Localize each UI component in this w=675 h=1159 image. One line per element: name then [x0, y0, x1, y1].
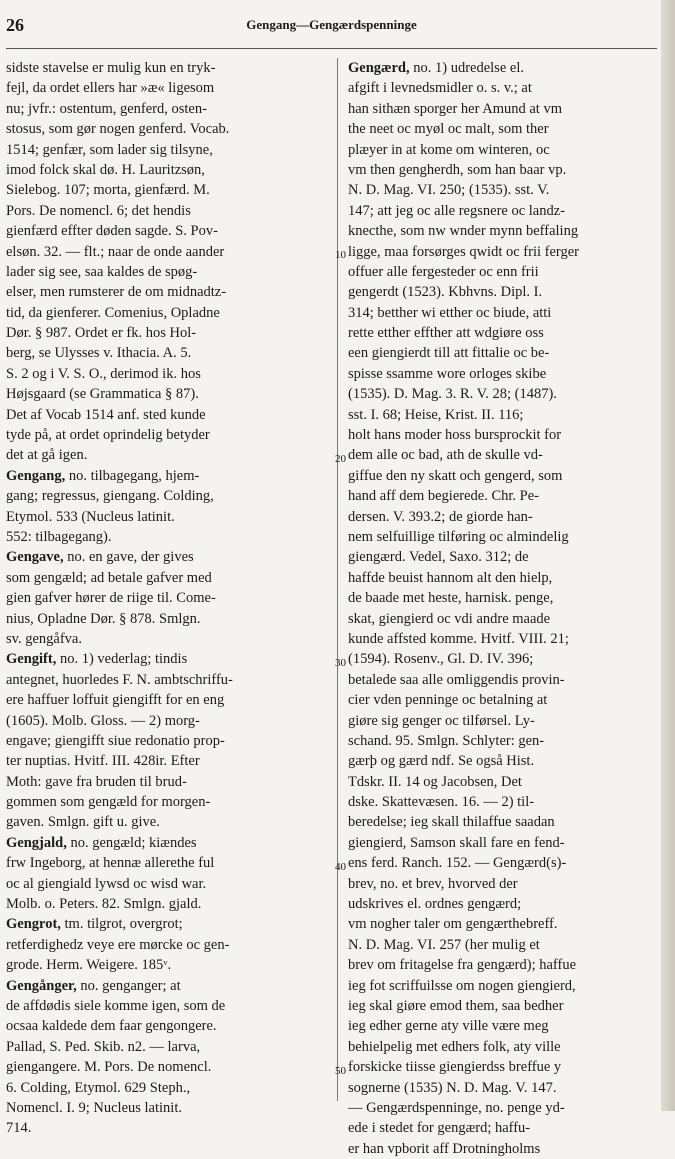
text-line: giffue den ny skatt och gengerd, som	[348, 467, 563, 484]
text-line: nius, Opladne Dør. § 878. Smlgn.	[6, 610, 201, 627]
header-rule	[6, 48, 657, 49]
text-line: the neet oc myøl oc malt, som ther	[348, 121, 549, 138]
text-line: sv. gengåfva.	[6, 630, 82, 647]
text-line: Gengjald, no. gengæld; kiændes	[6, 834, 197, 851]
text-line: dem alle oc bad, ath de skulle vd-	[348, 447, 543, 464]
text-line: lader sig see, saa kaldes de spøg-	[6, 263, 198, 280]
line-number: 50	[335, 1064, 346, 1077]
line-number: 40	[335, 860, 346, 873]
text-line: (1605). Molb. Gloss. — 2) morg-	[6, 712, 200, 729]
text-line: gien gafver hører de riige til. Come-	[6, 590, 216, 607]
text-line: er han vpborit aff Drotningholms	[348, 1140, 541, 1157]
text-line: vm then gengherdh, som han baar vp.	[348, 161, 567, 178]
text-line: sognerne (1535) N. D. Mag. V. 147.	[348, 1079, 557, 1096]
text-line: tid, da gienferer. Comenius, Opladne	[6, 304, 220, 321]
text-line: (1535). D. Mag. 3. R. V. 28; (1487).	[348, 386, 557, 403]
text-line: offuer alle fergesteder oc enn frii	[348, 263, 539, 280]
text-line: dske. Skattevæsen. 16. — 2) til-	[348, 794, 535, 811]
text-line: brev, no. et brev, hvorved der	[348, 875, 518, 892]
text-line: ieg edher gerne aty ville være meg	[348, 1018, 549, 1035]
text-line: Sielebog. 107; morta, gienfærd. M.	[6, 182, 210, 199]
text-line: elsøn. 32. — flt.; naar de onde aander	[6, 243, 225, 260]
text-line: forskicke tiisse giengierdss breffue y	[348, 1059, 562, 1076]
text-line: hand aff dem begierede. Chr. Pe-	[348, 488, 539, 505]
text-line: imod folck skal dø. H. Lauritzsøn,	[6, 161, 205, 178]
text-line: berg, se Ulysses v. Ithacia. A. 5.	[6, 345, 192, 362]
text-line: S. 2 og i V. S. O., derimod ik. hos	[6, 365, 201, 382]
page-header	[6, 12, 657, 38]
text-line: antegnet, huorledes F. N. ambtschriffu-	[6, 671, 233, 688]
column-divider	[337, 58, 338, 1101]
text-line: knecthe, som nw wnder mynn beffaling	[348, 223, 579, 240]
text-line: nu; jvfr.: ostentum, genferd, osten-	[6, 100, 207, 117]
text-line: frw Ingeborg, at hennæ allerethe ful	[6, 855, 215, 872]
text-line: ocsaa kaldede dem faar gengongere.	[6, 1018, 217, 1035]
text-line: som gengæld; ad betale gafver med	[6, 569, 212, 586]
text-line: giengierd, Samson skall fare en fend-	[348, 834, 565, 851]
text-line: haffde beuist hannom alt den hielp,	[348, 569, 553, 586]
text-line: gærþ og gærd ndf. Se også Hist.	[348, 753, 535, 770]
text-line: gienfærd effter døden sagde. S. Pov-	[6, 223, 218, 240]
text-line: vm nogher taler om gengærthebreff.	[348, 916, 558, 933]
text-line: nem selfuillige tilføring oc almindelig	[348, 528, 569, 545]
text-line: Molb. o. Peters. 82. Smlgn. gjald.	[6, 896, 202, 913]
text-line: 147; att jeg oc alle regsnere oc landz-	[348, 202, 565, 219]
text-line: ens ferd. Ranch. 152. — Gengærd(s)-	[348, 855, 567, 872]
line-number: 10	[335, 248, 346, 261]
text-line: schand. 95. Smlgn. Schlyter: gen-	[348, 732, 545, 749]
text-line: spisse ssamme wore orloges skibe	[348, 365, 547, 382]
text-line: oc al giengiald lywsd oc wisd war.	[6, 875, 207, 892]
text-line: een giengierdt till att fittalie oc be-	[348, 345, 550, 362]
text-line: sst. I. 68; Heise, Krist. II. 116;	[348, 406, 524, 423]
text-line: tyde på, at ordet oprindelig betyder	[6, 427, 210, 444]
text-line: han sithæn sporger her Amund at vm	[348, 100, 562, 117]
text-line: Gengrot, tm. tilgrot, overgrot;	[6, 916, 183, 933]
text-line: ieg skal giøre emod them, saa bedher	[348, 997, 564, 1014]
text-line: afgift i levnedsmidler o. s. v.; at	[348, 80, 532, 97]
text-line: N. D. Mag. VI. 250; (1535). sst. V.	[348, 182, 550, 199]
text-line: cier vden penninge oc betalning at	[348, 692, 548, 709]
text-line: 1514; genfær, som lader sig tilsyne,	[6, 141, 213, 158]
text-line: gengerdt (1523). Kbhvns. Dipl. I.	[348, 284, 543, 301]
text-line: Gengærd, no. 1) udredelse el.	[348, 60, 524, 76]
text-line: Moth: gave fra bruden til brud-	[6, 773, 187, 790]
text-line: holt hans moder hoss bursprockit for	[348, 427, 562, 444]
text-line: 552: tilbagegang).	[6, 528, 112, 545]
text-line: kunde affsted komme. Hvitf. VIII. 21;	[348, 630, 569, 647]
left-column	[6, 58, 328, 1139]
text-line: plæyer in at kome om winteren, oc	[348, 141, 550, 158]
text-line: Etymol. 533 (Nucleus latinit.	[6, 508, 175, 525]
text-line: det at gå igen.	[6, 447, 88, 464]
text-line: Pallad, S. Ped. Skib. n2. — larva,	[6, 1038, 201, 1055]
text-line: Nomencl. I. 9; Nucleus latinit.	[6, 1099, 182, 1116]
text-line: ede i stedet for gengærd; haffu-	[348, 1120, 531, 1137]
text-line: rette etther effther att wdgiøre oss	[348, 325, 544, 342]
text-line: betalede saa alle omliggendis provin-	[348, 671, 565, 688]
text-line: 314; betther wi etther oc biude, atti	[348, 304, 552, 321]
text-line: 6. Colding, Etymol. 629 Steph.,	[6, 1079, 191, 1096]
text-line: engave; giengifft siue redonatio prop-	[6, 732, 225, 749]
text-line: Det af Vocab 1514 anf. sted kunde	[6, 406, 206, 423]
text-line: N. D. Mag. VI. 257 (her mulig et	[348, 936, 540, 953]
text-line: de affdødis siele komme igen, som de	[6, 997, 226, 1014]
text-line: sidste stavelse er mulig kun en tryk-	[6, 60, 216, 76]
text-line: Højsgaard (se Grammatica § 87).	[6, 386, 199, 403]
page-edge-shadow	[661, 0, 675, 1111]
text-line: behielpelig met edhers folk, aty ville	[348, 1038, 561, 1055]
running-head: Gengang—Gengærdspenninge	[246, 17, 417, 32]
right-column	[335, 58, 660, 1159]
text-line: 714.	[6, 1120, 32, 1137]
text-line: Dør. § 987. Ordet er fk. hos Hol-	[6, 325, 197, 342]
text-line: grode. Herm. Weigere. 185ᵛ.	[6, 957, 172, 974]
text-line: udskrives el. ordnes gengærd;	[348, 896, 522, 913]
text-line: gang; regressus, giengang. Colding,	[6, 488, 214, 505]
text-line: Pors. De nomencl. 6; det hendis	[6, 202, 191, 219]
text-line: giengærd. Vedel, Saxo. 312; de	[348, 549, 529, 566]
text-line: de baade met heste, harnisk. penge,	[348, 590, 554, 607]
text-line: fejl, da ordet ellers har »æ« ligesom	[6, 80, 215, 97]
text-line: retferdighedz veye ere mørcke oc gen-	[6, 936, 230, 953]
text-line: stosus, som gør nogen genferd. Vocab.	[6, 121, 230, 138]
text-line: Tdskr. II. 14 og Jacobsen, Det	[348, 773, 522, 790]
text-line: skat, giengierd oc vdi andre maade	[348, 610, 551, 627]
text-line: ieg fot scriffuilsse om nogen giengierd,	[348, 977, 576, 994]
text-line: Gengift, no. 1) vederlag; tindis	[6, 651, 188, 668]
line-number: 30	[335, 656, 346, 669]
text-line: Gengang, no. tilbagegang, hjem-	[6, 467, 200, 484]
page-number: 26	[6, 14, 24, 35]
text-line: brev om fritagelse fra gengærd); haffue	[348, 957, 577, 974]
text-line: — Gengærdspenninge, no. penge yd-	[348, 1099, 565, 1116]
text-line: gaven. Smlgn. gift u. give.	[6, 814, 160, 831]
text-line: Gengånger, no. genganger; at	[6, 977, 181, 994]
text-line: ter nuptias. Hvitf. III. 428ir. Efter	[6, 753, 200, 770]
text-line: giengangere. M. Pors. De nomencl.	[6, 1059, 212, 1076]
text-line: giøre sig genger oc tilførsel. Ly-	[348, 712, 535, 729]
text-line: (1594). Rosenv., Gl. D. IV. 396;	[348, 651, 534, 668]
text-line: gommen som gengæld for morgen-	[6, 794, 211, 811]
text-line: beredelse; ieg skall thilaffue saadan	[348, 814, 555, 831]
text-line: ligge, maa forsørges qwidt oc frii ferger	[348, 243, 579, 260]
line-number: 20	[335, 452, 346, 465]
text-line: Gengave, no. en gave, der gives	[6, 549, 194, 566]
text-line: dersen. V. 393.2; de giorde han-	[348, 508, 533, 525]
text-line: elser, men rumsterer de om midnadtz-	[6, 284, 227, 301]
text-line: ere haffuer loffuit giengifft for en eng	[6, 692, 225, 709]
